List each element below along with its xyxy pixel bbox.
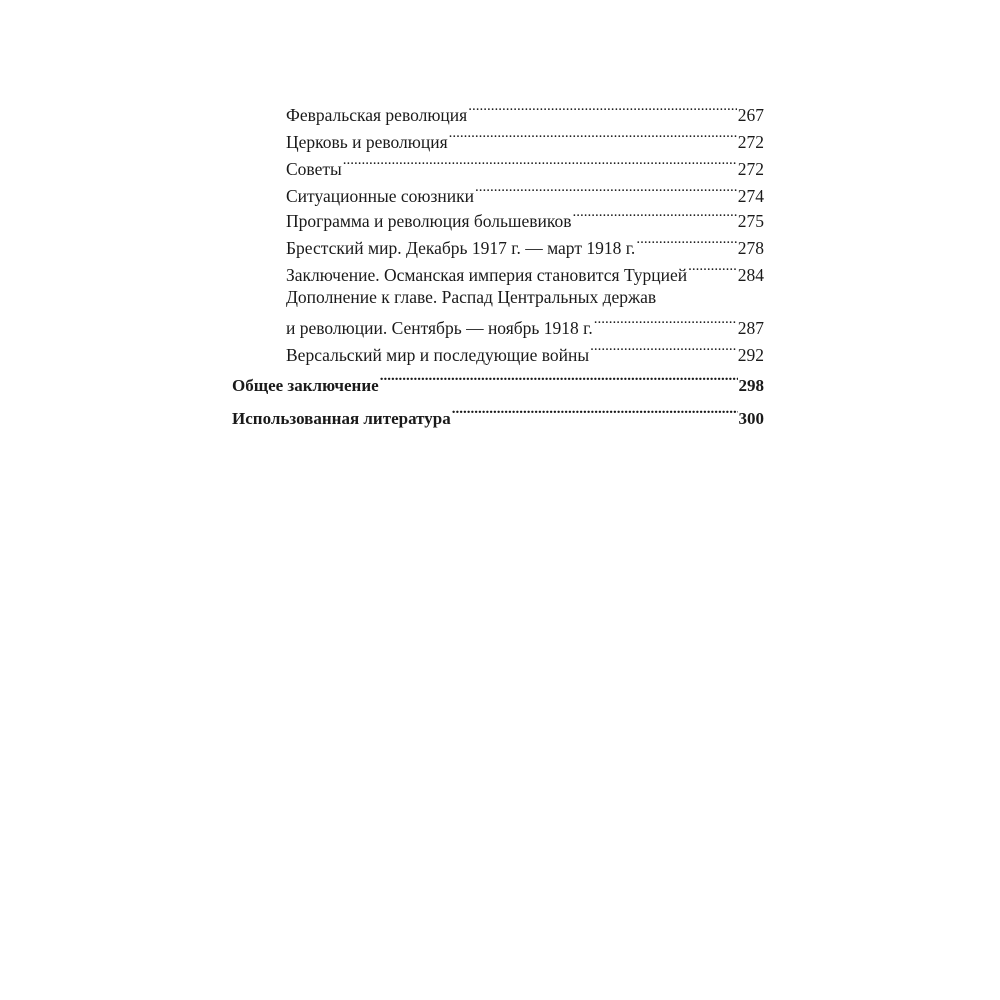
toc-entry-title: Советы xyxy=(286,159,342,179)
toc-entry-page: 272 xyxy=(737,159,764,179)
dot-leader xyxy=(475,180,737,202)
toc-entry xyxy=(286,339,764,366)
toc-entry-title: Заключение. Османская империя становится Турцией xyxy=(286,265,688,285)
toc-entry-title: Использованная литература xyxy=(232,409,451,428)
toc-entry-title-line1: Дополнение к главе. Распад Центральных держав xyxy=(286,287,657,307)
toc-entry-page: 292 xyxy=(737,345,764,365)
toc-entry-page: 275 xyxy=(737,211,764,231)
dot-leader xyxy=(452,402,738,424)
toc-entry xyxy=(286,259,764,286)
toc-entry xyxy=(286,205,764,232)
dot-leader xyxy=(594,312,737,334)
toc-entry xyxy=(286,153,764,180)
toc-entry-page: 298 xyxy=(738,376,764,395)
toc-entry-page: 287 xyxy=(737,318,764,338)
toc-entry-page: 274 xyxy=(737,186,764,206)
toc-entry-title: Общее заключение xyxy=(232,376,379,395)
toc-entry-title: Церковь и революция xyxy=(286,132,448,152)
toc-entry-title: Версальский мир и последующие войны xyxy=(286,345,590,365)
dot-leader xyxy=(636,232,736,254)
toc-entry xyxy=(286,180,764,207)
toc-entry xyxy=(286,99,764,126)
dot-leader xyxy=(380,369,738,391)
toc-entry-page: 284 xyxy=(737,265,764,285)
toc-main-entry xyxy=(232,402,764,430)
toc-entry-title: Программа и революция большевиков xyxy=(286,211,572,231)
toc-entry-title: и революции. Сентябрь — ноябрь 1918 г. xyxy=(286,318,593,338)
toc-entry xyxy=(286,312,764,339)
toc-main-entry xyxy=(232,369,764,397)
toc-entry-title: Брестский мир. Декабрь 1917 г. — март 1918 г. xyxy=(286,238,636,258)
toc-entry xyxy=(286,126,764,153)
dot-leader xyxy=(468,99,737,121)
toc-entry-page: 278 xyxy=(737,238,764,258)
dot-leader xyxy=(688,259,737,281)
dot-leader xyxy=(343,153,737,175)
toc-entry-page: 267 xyxy=(737,105,764,125)
dot-leader xyxy=(449,126,737,148)
dot-leader xyxy=(573,205,737,227)
dot-leader xyxy=(590,339,737,361)
toc-entry-page: 272 xyxy=(737,132,764,152)
toc-entry xyxy=(286,232,764,259)
toc-entry-title: Февральская революция xyxy=(286,105,468,125)
toc-entry-title: Ситуационные союзники xyxy=(286,186,474,206)
toc-entry-page: 300 xyxy=(738,409,764,428)
